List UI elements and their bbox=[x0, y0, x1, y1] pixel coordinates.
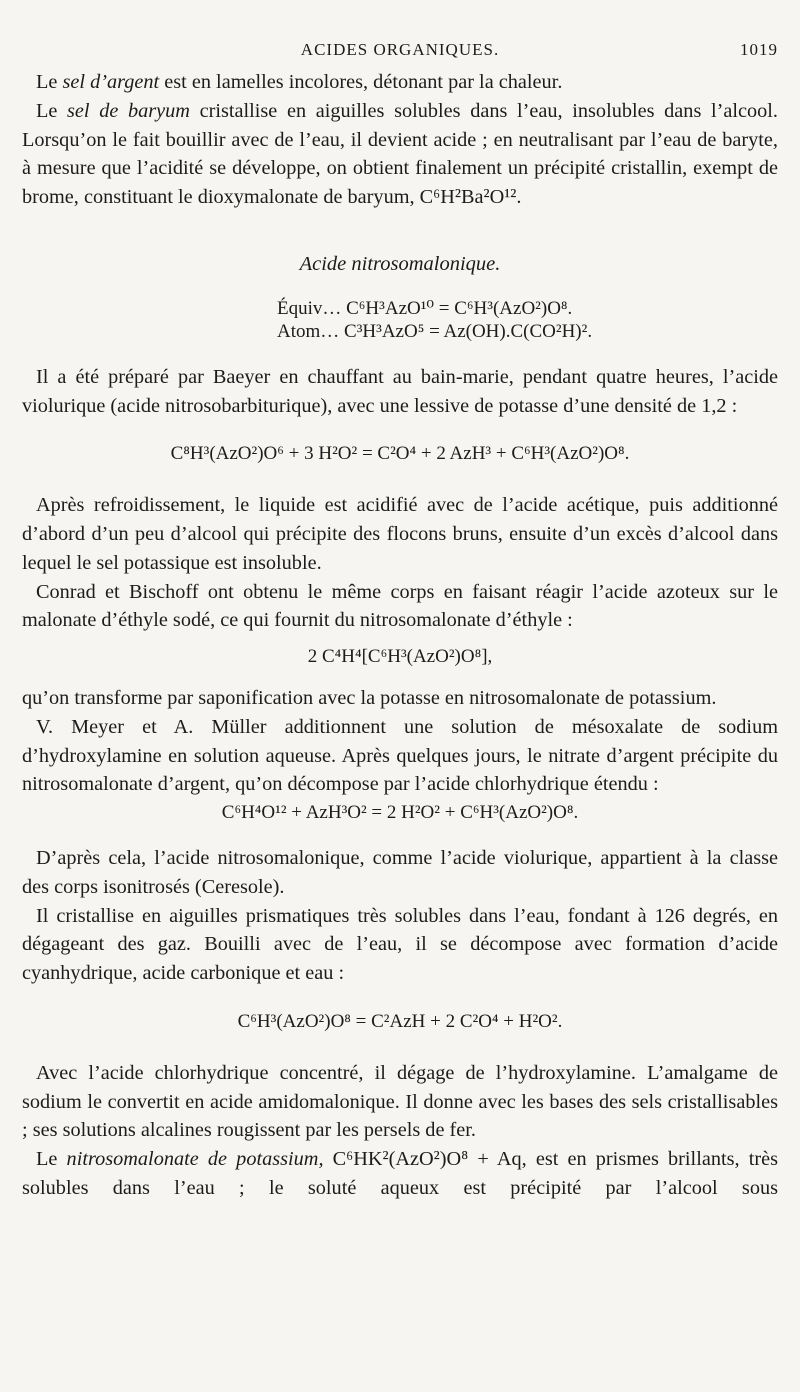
equiv-formula: Équiv… C⁶H³AzO¹⁰ = C⁶H³(AzO²)O⁸. bbox=[277, 297, 573, 319]
text-barium-salt: cristallise en aiguilles solubles dans l’eau, insolubles dans l’alcool. Lorsqu’on le fait bouillir avec de l’eau, il devient acide ; en neutralisant par l’eau de baryte, à mesure que l’acidité se développe, on obtient finalement un précipité cristallin, exempt de brome, constituant le dioxymalonate de baryum, C⁶H²Ba²O¹². bbox=[22, 99, 778, 209]
paragraph-hydrochloric: Avec l’acide chlorhydrique concentré, il dégage de l’hydroxylamine. L’amalgame de sodium le convertit en acide amidomalonique. Il donne avec les bases des sels cristallisables ; ses solutions alcalines rougissent par les persels de fer. bbox=[22, 1061, 778, 1142]
page-number: 1019 bbox=[740, 40, 778, 59]
paragraph-saponification: qu’on transforme par saponification avec la potasse en nitrosomalonate de potassium. bbox=[22, 686, 717, 709]
paragraph-potassium-salt: Le nitrosomalonate de potassium, C⁶HK²(AzO²)O⁸ + Aq, est en prismes brillants, très solubles dans l’eau ; le soluté aqueux est précipité par l’alcool sous bbox=[22, 1148, 778, 1199]
paragraph-barium-salt: Le sel de baryum cristallise en aiguilles solubles dans l’eau, insolubles dans l’alcool. Lorsqu’on le fait bouillir avec de l’eau, il devient acide ; en neutralisant par l’eau de baryte, à mesure que l’acidité se développe, on obtient finalement un précipité cristallin, exempt de brome, constituant le dioxymalonate de baryum, C⁶H²Ba²O¹². bbox=[22, 99, 778, 209]
emphasis-barium-salt: sel de baryum bbox=[67, 99, 190, 122]
paragraph-cooling: Après refroidissement, le liquide est acidifié avec de l’acide acétique, puis additionné d’abord d’un peu d’alcool qui précipite des flocons bruns, ensuite d’un excès d’alcool dans lequel le sel potassique est insoluble. bbox=[22, 494, 778, 574]
equation-ethyl-nitrosomalonate: 2 C⁴H⁴[C⁶H³(AzO²)O⁸], bbox=[307, 646, 493, 668]
equation-meyer-muller: C⁶H⁴O¹² + AzH³O² = 2 H²O² + C⁶H³(AzO²)O⁸. bbox=[221, 802, 579, 824]
paragraph-conrad-bischoff: Conrad et Bischoff ont obtenu le même corps en faisant réagir l’acide azoteux sur le malonate d’éthyle sodé, ce qui fournit du nitrosomalonate d’éthyle : bbox=[22, 580, 778, 632]
page-body bbox=[22, 68, 778, 1203]
running-header bbox=[22, 40, 778, 70]
paragraph-silver-salt: Le sel d’argent est en lamelles incolores, détonant par la chaleur. bbox=[36, 71, 563, 93]
paragraph-meyer-muller: V. Meyer et A. Müller additionnent une solution de mésoxalate de sodium d’hydroxylamine en solution aqueuse. Après quelques jours, le nitrate d’argent précipite du nitrosomalonate d’argent, qu’on décompose par l’acide chlorhydrique étendu : bbox=[22, 715, 778, 796]
paragraph-crystallisation: Il cristallise en aiguilles prismatiques très solubles dans l’eau, fondant à 126 degrés, en dégageant des gaz. Bouilli avec de l’eau, il se décompose avec formation d’acide cyanhydrique, acide carbonique et eau : bbox=[22, 904, 778, 985]
emphasis-silver-salt: sel d’argent bbox=[62, 71, 160, 93]
equation-decomposition: C⁶H³(AzO²)O⁸ = C²AzH + 2 C²O⁴ + H²O². bbox=[237, 1010, 563, 1032]
atom-formula: Atom… C³H³AzO⁵ = Az(OH).C(CO²H)². bbox=[277, 320, 593, 342]
text-silver-salt: est en lamelles incolores, détonant par la chaleur. bbox=[159, 71, 563, 93]
section-heading: Acide nitrosomalonique. bbox=[299, 252, 501, 275]
paragraph-isonitroso: D’après cela, l’acide nitrosomalonique, comme l’acide violurique, appartient à la classe des corps isonitrosés (Ceresole). bbox=[22, 846, 778, 898]
text-potassium-salt: C⁶HK²(AzO²)O⁸ + Aq, est en prismes brillants, très solubles dans l’eau ; le soluté aqueux est précipité par l’alcool sous bbox=[22, 1148, 778, 1199]
formula-block bbox=[277, 297, 778, 343]
emphasis-potassium-salt: nitrosomalonate de potassium, bbox=[66, 1148, 324, 1171]
running-title: ACIDES ORGANIQUES. bbox=[300, 40, 500, 59]
equation-baeyer: C⁸H³(AzO²)O⁶ + 3 H²O² = C²O⁴ + 2 AzH³ + C⁶H³(AzO²)O⁸. bbox=[170, 443, 630, 465]
paragraph-baeyer: Il a été préparé par Baeyer en chauffant au bain-marie, pendant quatre heures, l’acide violurique (acide nitrosobarbiturique), avec une lessive de potasse d’une densité de 1,2 : bbox=[22, 365, 778, 417]
